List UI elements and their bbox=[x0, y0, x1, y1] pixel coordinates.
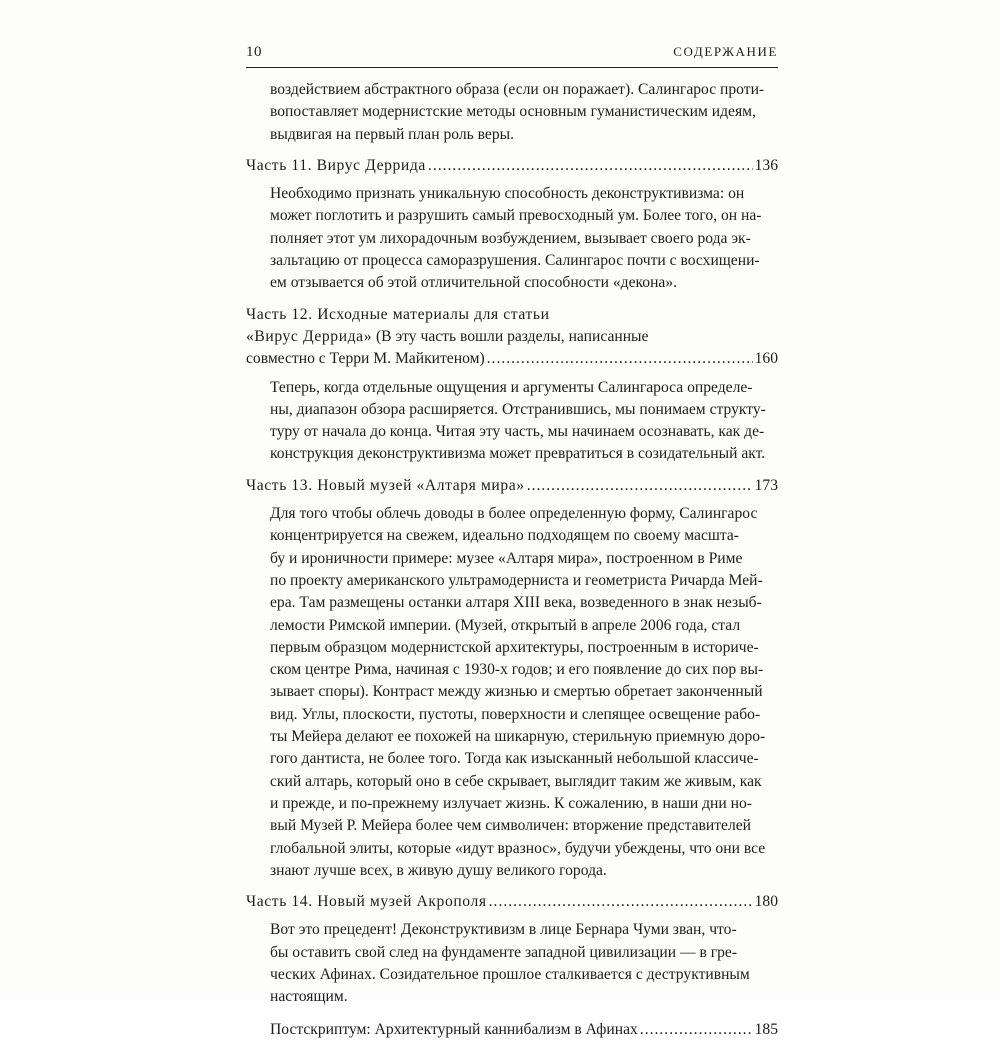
text-line: концентрируется на свежем, идеально подходящем по своему масшта- bbox=[270, 527, 739, 545]
part-13-annotation bbox=[246, 503, 778, 882]
toc-entry-note-end: совместно с Терри М. Майкитеном) bbox=[246, 350, 485, 368]
toc-entry-postscript[interactable] bbox=[246, 1019, 778, 1041]
leader-dots bbox=[489, 891, 753, 913]
text-line: по проекту американского ультрамодерниста и геометриста Ричарда Мей- bbox=[270, 571, 763, 589]
text-line: зальтацию от процесса саморазрушения. Салингарос почти с восхищени- bbox=[270, 252, 760, 270]
toc-content bbox=[246, 79, 778, 1041]
text-line: полняет этот ум лихорадочным возбуждением, вызывает своего рода эк- bbox=[270, 229, 751, 247]
text-line: бы оставить свой след на фундаменте западной цивилизации — в гре- bbox=[270, 943, 738, 961]
page-number: 10 bbox=[246, 44, 262, 60]
text-line: ском центре Рима, начиная с 1930-х годов; и его появление до сих пор вы- bbox=[270, 661, 764, 679]
text-line: может поглотить и разрушить самый превосходный ум. Более того, он на- bbox=[270, 207, 762, 225]
text-line: вый Музей Р. Мейера более чем символичен: вторжение представителей bbox=[270, 817, 751, 835]
leader-dots bbox=[527, 475, 753, 497]
text-line: воздействием абстрактного образа (если он поражает). Салингарос проти- bbox=[270, 81, 765, 98]
text-line: ера. Там размещены останки алтаря XIII века, возведенного в знак незыб- bbox=[270, 594, 762, 612]
toc-entry-title: Постскриптум: Архитектурный каннибализм в Афинах bbox=[270, 1020, 638, 1038]
article-title: «Вирус Деррида» bbox=[246, 327, 373, 345]
text-line: вид. Углы, плоскости, пустоты, поверхности и слепящее освещение рабо- bbox=[270, 705, 761, 723]
text-line: знают лучше всех, в живую душу великого города. bbox=[270, 861, 607, 879]
text-line: выдвигая на первый план роль веры. bbox=[270, 125, 515, 143]
text-line: туру от начала до конца. Читая эту часть, мы начинаем осознавать, как де- bbox=[270, 423, 765, 441]
toc-entry-last-line bbox=[246, 348, 778, 370]
text-line: бу и ироничности примере: музее «Алтаря мира», построенном в Риме bbox=[270, 549, 743, 567]
text-line: и прежде, и по-прежнему излучает жизнь. К сожалению, в наши дни но- bbox=[270, 794, 752, 812]
toc-entry-note: (В эту часть вошли разделы, написанные bbox=[372, 327, 649, 345]
text-line: ческих Афинах. Созидательное прошлое сталкивается с деструктивным bbox=[270, 965, 750, 983]
toc-entry-title: Часть 14. Новый музей Акрополя bbox=[246, 893, 487, 911]
text-line: ты Мейера делают ее похожей на шикарную, стерильную приемную доро- bbox=[270, 728, 766, 746]
toc-entry-part-14[interactable] bbox=[246, 891, 778, 913]
toc-entry-title: Часть 13. Новый музей «Алтаря мира» bbox=[246, 476, 525, 494]
toc-entry-page: 136 bbox=[754, 156, 778, 174]
text-line: Необходимо признать уникальную способность деконструктивизма: он bbox=[270, 185, 745, 203]
toc-entry-title: Часть 11. Вирус Деррида bbox=[246, 156, 426, 174]
header-rule bbox=[246, 67, 778, 68]
text-line: ский алтарь, который оно в себе скрывает, выглядит таким же живым, как bbox=[270, 772, 762, 790]
text-line: ны, диапазон обзора расширяется. Отстранившись, мы понимаем структу- bbox=[270, 400, 766, 418]
leader-dots bbox=[428, 155, 753, 177]
part-12-annotation bbox=[246, 377, 778, 466]
text-line: вопоставляет модернистские методы основным гуманистическим идеям, bbox=[270, 103, 756, 121]
leader-dots bbox=[487, 348, 753, 370]
text-line: Для того чтобы облечь доводы в более определенную форму, Салингарос bbox=[270, 505, 758, 523]
toc-entry-page: 185 bbox=[754, 1020, 778, 1038]
toc-entry-title: Часть 12. Исходные материалы для статьи bbox=[246, 305, 550, 323]
running-head: СОДЕРЖАНИЕ bbox=[673, 44, 778, 59]
part-11-annotation bbox=[246, 183, 778, 294]
text-line: первым образцом модернистской архитектуры, построенным в историче- bbox=[270, 638, 759, 656]
text-line: конструкция деконструктивизма может превратиться в созидательный акт. bbox=[270, 445, 766, 463]
text-line: гого дантиста, не более того. Тогда как изысканный небольшой классиче- bbox=[270, 750, 759, 768]
part-14-annotation bbox=[246, 919, 778, 1008]
toc-entry-part-12[interactable] bbox=[246, 304, 778, 371]
toc-entry-page: 160 bbox=[754, 350, 778, 368]
toc-entry-page: 173 bbox=[754, 476, 778, 494]
toc-entry-title-continued bbox=[246, 326, 778, 348]
toc-entry-page: 180 bbox=[754, 893, 778, 911]
toc-entry-part-11[interactable] bbox=[246, 155, 778, 177]
text-line: Вот это прецедент! Деконструктивизм в лице Бернара Чуми зван, что- bbox=[270, 921, 737, 939]
leader-dots bbox=[640, 1019, 753, 1041]
text-line: Теперь, когда отдельные ощущения и аргументы Салингароса определе- bbox=[270, 378, 753, 396]
text-line: глобальной элиты, которые «идут вразнос», будучи убеждены, что они все bbox=[270, 839, 766, 857]
toc-entry-postscript-line bbox=[270, 1019, 778, 1041]
text-line: лемости Римской империи. (Музей, открытый в апреле 2006 года, стал bbox=[270, 616, 741, 634]
text-line: настоящим. bbox=[270, 988, 348, 1006]
text-line: ем отзывается об этой отличительной способности «декона». bbox=[270, 274, 678, 292]
text-line: зывает споры). Контраст между жизнью и смертью обретает законченный bbox=[270, 683, 763, 701]
intro-annotation bbox=[246, 79, 778, 146]
toc-entry-part-13[interactable] bbox=[246, 475, 778, 497]
